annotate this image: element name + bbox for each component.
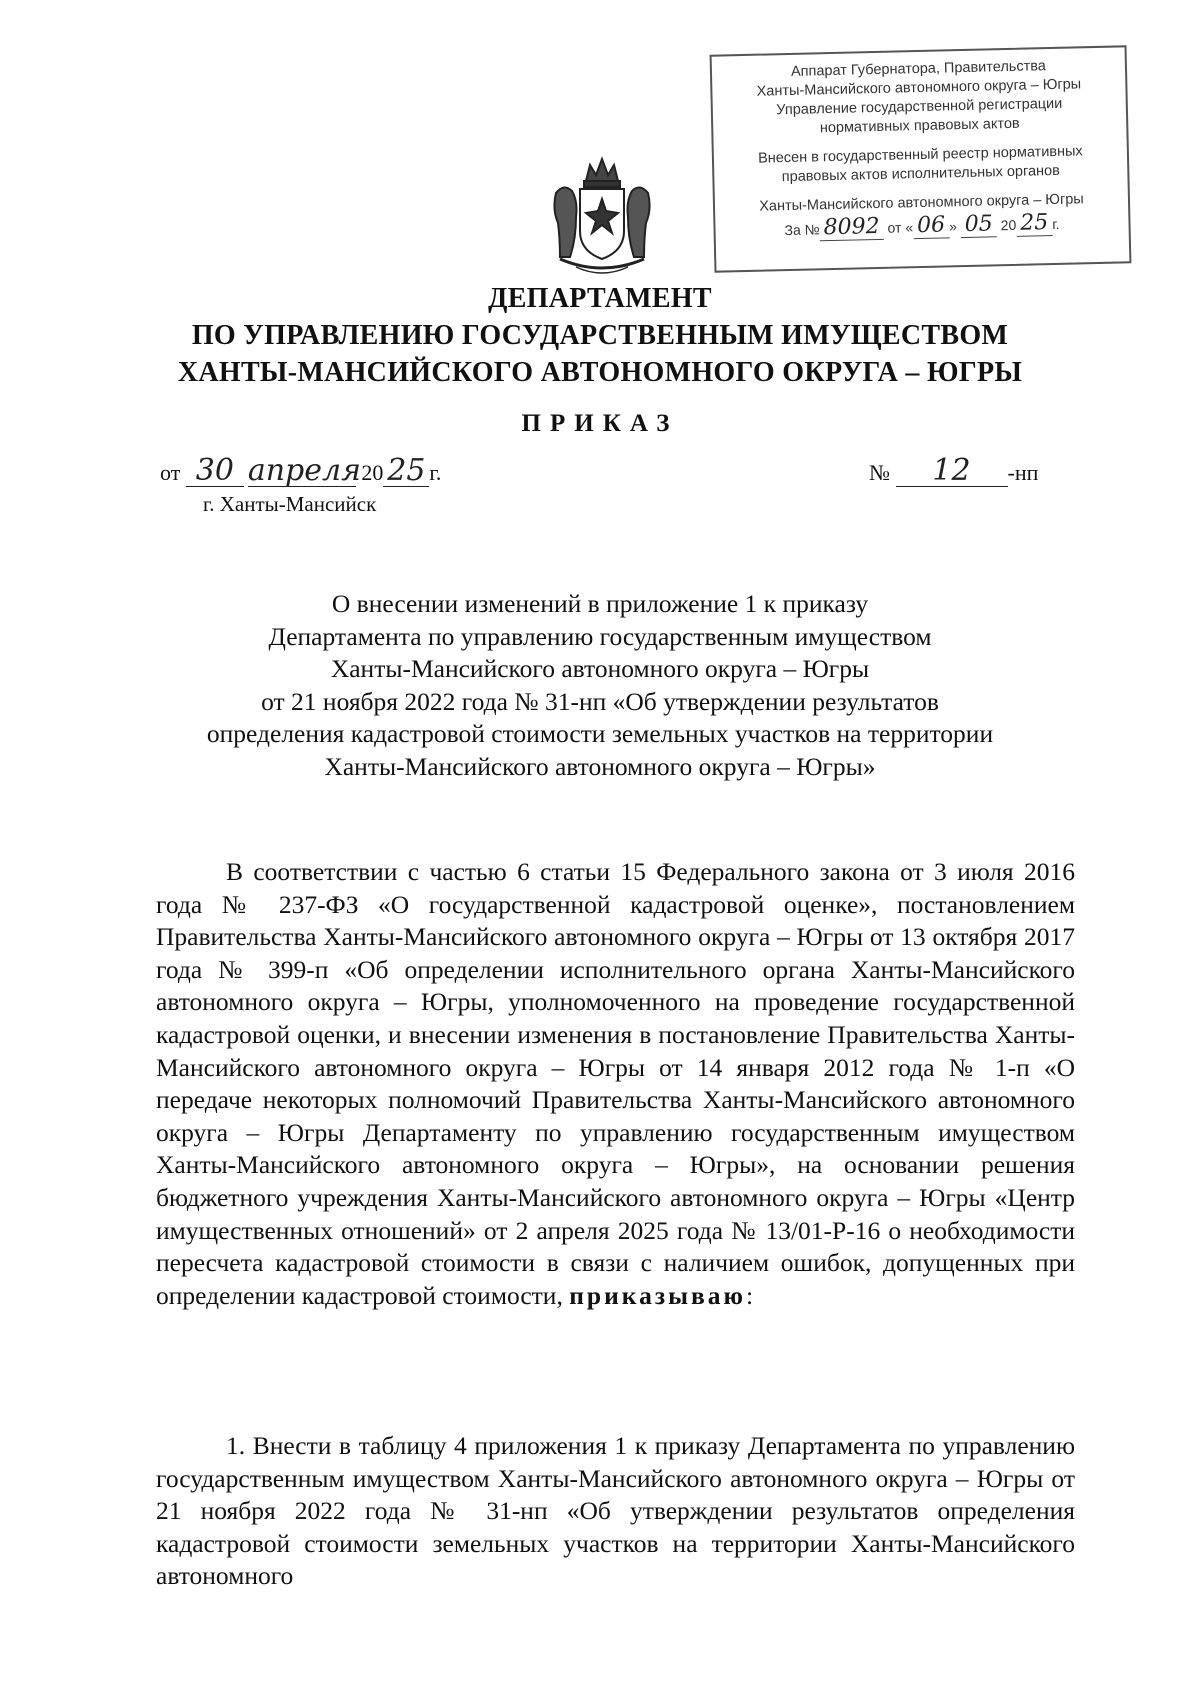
stamp-reg-year: 25	[1016, 210, 1053, 237]
stamp-reg-mid: »	[948, 218, 958, 235]
coat-of-arms-icon	[546, 153, 658, 283]
stamp-reg-century: 20	[1000, 216, 1017, 234]
order-title	[120, 588, 1080, 783]
clause-1-paragraph: 1. Внести в таблицу 4 приложения 1 к приказу Департамента по управлению государственным имуществом Ханты-Мансийского автономного округа – Югры от 21 ноября 2022 года № 31-нп «Об утверждении результатов определения кадастровой стоимости земельных участков на территории Ханты-Мансийского автономного	[156, 1431, 1075, 1591]
number-suffix: -нп	[1007, 460, 1039, 485]
stamp-line: Внесен в государственный реестр нормативных	[757, 143, 1083, 167]
preamble-end: :	[746, 1280, 754, 1310]
stamp-reg-day: 06	[913, 212, 950, 239]
department-heading	[0, 280, 1200, 391]
document-type: ПРИКАЗ	[521, 410, 679, 437]
date-day: 30	[186, 456, 244, 487]
heading-line: ХАНТЫ-МАНСИЙСКОГО АВТОНОМНОГО ОКРУГА – ЮГРЫ	[177, 357, 1023, 388]
title-line: О внесении изменений в приложение 1 к приказу	[331, 589, 869, 618]
title-line: Департамента по управлению государственным имуществом	[268, 621, 932, 651]
date-suffix: г.	[429, 460, 442, 485]
stamp-line: Управление государственной регистрации	[776, 95, 1063, 119]
registration-stamp	[710, 45, 1132, 272]
stamp-line: правовых актов исполнительных органов	[781, 162, 1061, 186]
stamp-reg-month: 05	[960, 211, 997, 238]
preamble-paragraph	[156, 856, 1075, 1312]
date-year: 25	[383, 456, 429, 487]
order-date	[160, 453, 442, 488]
preamble-text: В соответствии с частью 6 статьи 15 Федерального закона от 3 июля 2016 года № 237-ФЗ «О государственной кадастровой оценке», постановлением Правительства Ханты-Мансийского автономного округа – Югры от 13 октября 2017 года № 399-п «Об определении исполнительного органа Ханты-Мансийского автономного округа – Югры, уполномоченного на проведение государственной кадастровой оценки, и внесении изменения в постановление Правительства Ханты-Мансийского автономного округа – Югры от 14 января 2012 года № 1-п «О передаче некоторых полномочий Правительства Ханты-Мансийского автономного округа – Югры Департаменту по управлению государственным имуществом Ханты-Мансийского автономного округа – Югры», на основании решения бюджетного учреждения Ханты-Мансийского автономного округа – Югры «Центр имущественных отношений» от 2 апреля 2025 года № 13/01-Р-16 о необходимости пересчета кадастровой стоимости в связи с наличием ошибок, допущенных при определении кадастровой стоимости,	[156, 857, 1075, 1310]
date-century: 20	[361, 460, 384, 485]
stamp-reg-from: от «	[887, 219, 914, 236]
stamp-reg-prefix: За №	[784, 221, 820, 239]
stamp-reg-number: 8092	[819, 214, 884, 241]
title-line: Ханты-Мансийского автономного округа – Югры	[330, 654, 870, 683]
number-value: 12	[896, 456, 1008, 487]
stamp-line: Ханты-Мансийского автономного округа – Югры	[759, 191, 1084, 215]
heading-line: ДЕПАРТАМЕНТ	[488, 283, 712, 314]
title-line: от 21 ноября 2022 года № 31-нп «Об утверждении результатов	[261, 686, 939, 716]
date-prefix: от	[160, 460, 181, 485]
title-line: определения кадастровой стоимости земельных участков на территории	[206, 719, 994, 748]
heading-line: ПО УПРАВЛЕНИЮ ГОСУДАРСТВЕННЫМ ИМУЩЕСТВОМ	[191, 320, 1009, 351]
number-prefix: №	[869, 460, 890, 485]
stamp-line: Аппарат Губернатора, Правительства	[790, 58, 1047, 80]
stamp-reg-suffix: г.	[1052, 215, 1060, 233]
order-verb: приказываю	[569, 1280, 747, 1310]
date-month: апреля	[247, 453, 361, 488]
order-city: г. Ханты-Мансийск	[203, 492, 377, 516]
order-number	[869, 453, 1039, 488]
title-line: Ханты-Мансийского автономного округа – Югры»	[324, 751, 876, 781]
stamp-line: Ханты-Мансийского автономного округа – Югры	[756, 76, 1082, 100]
stamp-line: нормативных правовых актов	[819, 115, 1020, 137]
